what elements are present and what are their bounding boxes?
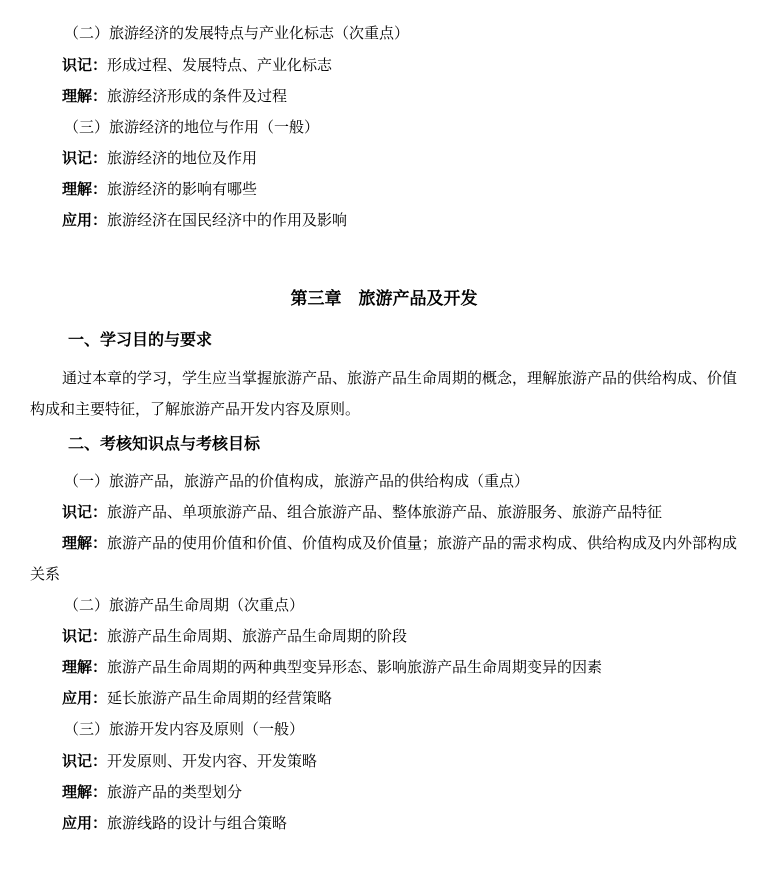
recall-text: 开发原则、开发内容、开发策略	[107, 752, 318, 770]
ch3-item3-understand	[62, 782, 242, 802]
prev-item2-understand	[62, 86, 287, 106]
ch3-item2-recall	[62, 626, 407, 646]
prev-item3-apply	[62, 210, 347, 230]
apply-text: 延长旅游产品生命周期的经营策略	[107, 689, 333, 707]
understand-label: 理解：	[62, 87, 108, 105]
section-heading-objectives: 一、学习目的与要求	[68, 330, 213, 349]
recall-label: 识记：	[62, 752, 108, 770]
apply-text: 旅游经济在国民经济中的作用及影响	[107, 211, 348, 229]
ch3-item2-understand	[62, 657, 602, 677]
understand-text: 旅游产品生命周期的两种典型变异形态、影响旅游产品生命周期变异的因素	[107, 658, 603, 676]
understand-label: 理解：	[62, 783, 108, 801]
ch3-item2-apply	[62, 688, 332, 708]
understand-text: 旅游产品的类型划分	[107, 783, 243, 801]
recall-label: 识记：	[62, 149, 108, 167]
ch3-item2-heading: （二）旅游产品生命周期（次重点）	[64, 596, 305, 614]
prev-item2-heading: （二）旅游经济的发展特点与产业化标志（次重点）	[64, 24, 410, 42]
prev-item2-recall	[62, 55, 332, 75]
recall-text: 旅游产品、单项旅游产品、组合旅游产品、整体旅游产品、旅游服务、旅游产品特征	[107, 503, 663, 521]
ch3-item3-apply	[62, 813, 287, 833]
ch3-item1-understand	[30, 528, 740, 590]
ch3-item1-heading: （一）旅游产品，旅游产品的价值构成，旅游产品的供给构成（重点）	[64, 472, 530, 490]
section-heading-assessment: 二、考核知识点与考核目标	[68, 434, 261, 453]
apply-label: 应用：	[62, 211, 108, 229]
apply-text: 旅游线路的设计与组合策略	[107, 814, 288, 832]
understand-text: 旅游经济的影响有哪些	[107, 180, 258, 198]
ch3-item1-recall	[62, 502, 662, 522]
prev-item3-heading: （三）旅游经济的地位与作用（一般）	[64, 118, 320, 136]
prev-item3-understand	[62, 179, 257, 199]
recall-text: 形成过程、发展特点、产业化标志	[107, 56, 333, 74]
recall-text: 旅游产品生命周期、旅游产品生命周期的阶段	[107, 627, 408, 645]
ch3-item3-heading: （三）旅游开发内容及原则（一般）	[64, 720, 305, 738]
understand-label: 理解：	[62, 180, 108, 198]
understand-text: 旅游产品的使用价值和价值、价值构成及价值量；旅游产品的需求构成、供给构成及内外部构成关系	[30, 534, 738, 583]
recall-label: 识记：	[62, 56, 108, 74]
recall-text: 旅游经济的地位及作用	[107, 149, 258, 167]
understand-label: 理解：	[62, 658, 108, 676]
ch3-item3-recall	[62, 751, 317, 771]
chapter-title: 第三章 旅游产品及开发	[290, 289, 478, 309]
recall-label: 识记：	[62, 627, 108, 645]
understand-text: 旅游经济形成的条件及过程	[107, 87, 288, 105]
apply-label: 应用：	[62, 814, 108, 832]
prev-item3-recall	[62, 148, 257, 168]
apply-label: 应用：	[62, 689, 108, 707]
objectives-paragraph: 通过本章的学习，学生应当掌握旅游产品、旅游产品生命周期的概念，理解旅游产品的供给构成、价值构成和主要特征，了解旅游产品开发内容及原则。	[30, 369, 738, 418]
understand-label: 理解：	[62, 534, 108, 552]
recall-label: 识记：	[62, 503, 108, 521]
